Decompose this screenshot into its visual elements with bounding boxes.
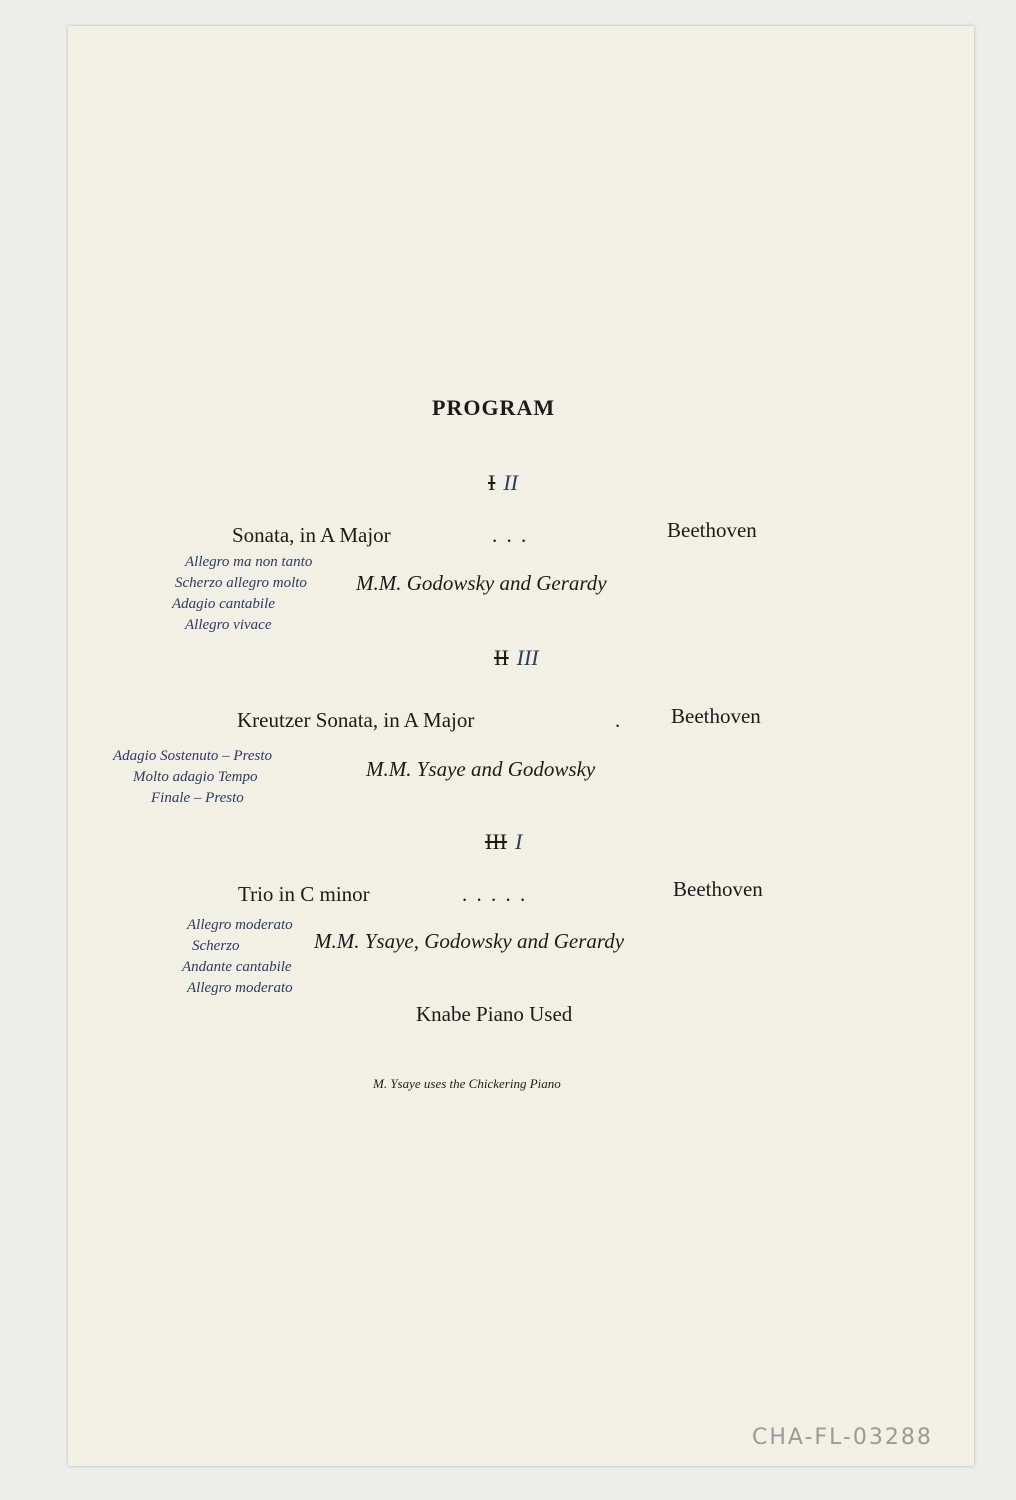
- section-2-movement-notes: [113, 746, 272, 809]
- section-3-performers: M.M. Ysaye, Godowsky and Gerardy: [314, 929, 625, 953]
- section-3-movement: Allegro moderato: [187, 917, 293, 933]
- section-3-composer: Beethoven: [673, 877, 763, 901]
- section-2-movement: Finale – Presto: [151, 790, 244, 806]
- section-3-handwritten-numeral: I: [514, 829, 523, 854]
- section-1-leader: . . .: [492, 523, 529, 547]
- section-1-movement-notes: [172, 552, 313, 636]
- section-2-handwritten-numeral: III: [516, 645, 539, 670]
- section-1-performers: M.M. Godowsky and Gerardy: [356, 571, 607, 595]
- section-3-printed-numeral: III: [485, 829, 507, 854]
- section-2-printed-numeral: II: [494, 645, 509, 670]
- section-1-piece: Sonata, in A Major: [232, 523, 391, 547]
- program-title: PROGRAM: [432, 395, 556, 420]
- section-1-movement: Allegro ma non tanto: [185, 554, 313, 570]
- section-1-numeral: [488, 470, 518, 496]
- section-3-movement: Andante cantabile: [182, 959, 292, 975]
- section-2-piece: Kreutzer Sonata, in A Major: [237, 708, 475, 732]
- section-2-performers: M.M. Ysaye and Godowsky: [366, 757, 596, 781]
- section-2-leader: .: [615, 708, 623, 732]
- piano-note: Knabe Piano Used: [416, 1002, 573, 1026]
- section-3-movement: Allegro moderato: [187, 980, 293, 996]
- section-1-movement: Adagio cantabile: [172, 596, 275, 612]
- section-1-movement: Allegro vivace: [185, 617, 272, 633]
- section-3-numeral: [485, 829, 522, 855]
- section-3-leader: . . . . .: [462, 882, 528, 906]
- section-2-composer: Beethoven: [671, 704, 761, 728]
- section-1-movement: Scherzo allegro molto: [175, 575, 307, 591]
- section-3-piece: Trio in C minor: [238, 882, 370, 906]
- section-1-composer: Beethoven: [667, 518, 757, 542]
- section-3-movement-notes: [182, 915, 293, 999]
- catalog-number: CHA-FL-03288: [752, 1425, 933, 1450]
- section-2-numeral: [494, 645, 539, 671]
- section-2-movement: Adagio Sostenuto – Presto: [113, 748, 273, 764]
- section-3-movement: Scherzo: [192, 938, 240, 954]
- section-2-movement: Molto adagio Tempo: [133, 769, 258, 785]
- chickering-note: M. Ysaye uses the Chickering Piano: [373, 1076, 561, 1091]
- section-1-printed-numeral: I: [488, 470, 496, 495]
- section-1-handwritten-numeral: II: [503, 470, 518, 495]
